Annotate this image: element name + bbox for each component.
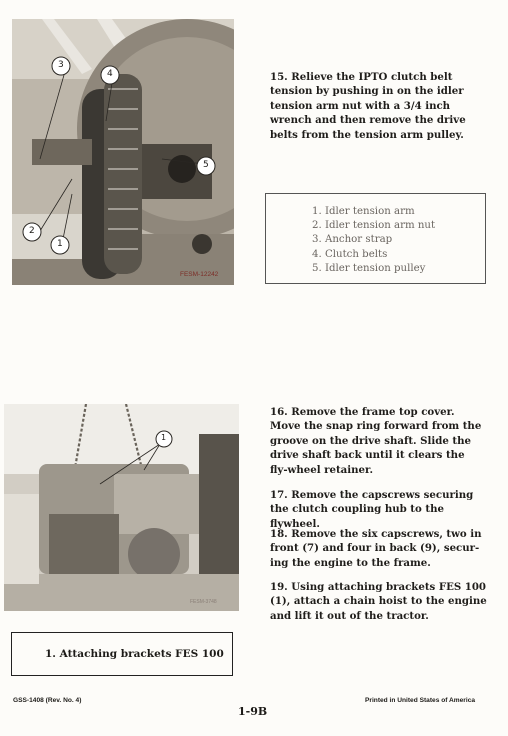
callout-4: 4: [107, 69, 113, 79]
callout-2: 2: [29, 226, 35, 236]
figure-id: FESM-12242: [180, 271, 219, 278]
legend-item: 5. Idler tension pulley: [312, 262, 426, 274]
figure-caption-box: [11, 632, 233, 676]
callout-1: 1: [161, 433, 167, 442]
step-17-text: 17. Remove the capscrews securing the clutch coupling hub to the flywheel.: [270, 489, 474, 530]
figure-caption: 1. Attaching brackets FES 100: [45, 648, 224, 660]
figure-engine-hoist-photo: [4, 404, 239, 611]
step-16-text: 16. Remove the frame top cover. Move the snap ring forward from the groove on the drive shaft. Slide the drive shaft back until it clears the fly-wheel retainer.: [270, 406, 482, 476]
legend-item: 3. Anchor strap: [312, 234, 393, 246]
legend-item: 2. Idler tension arm nut: [312, 220, 436, 232]
step-18-text: 18. Remove the six capscrews, two in front (7) and four in back (9), secur-ing the engine to the frame.: [270, 528, 482, 569]
page-number: 1-9B: [238, 705, 268, 718]
legend-item: 4. Clutch belts: [312, 248, 388, 260]
callout-3: 3: [58, 60, 64, 70]
footer-doc-id: GSS-1408 (Rev. No. 4): [13, 697, 82, 704]
footer-printed: Printed in United States of America: [365, 697, 476, 704]
callout-1: 1: [57, 239, 63, 249]
legend-box: [265, 193, 486, 284]
callout-5: 5: [203, 160, 209, 170]
step-19-text: 19. Using attaching brackets FES 100 (1), attach a chain hoist to the engine and lift it out of the tractor.: [270, 581, 487, 622]
figure-clutch-photo: [12, 19, 234, 285]
step-15-text: 15. Relieve the IPTO clutch belt tension by pushing in on the idler tension arm nut with a 3/4 inch wrench and then remove the drive belts from the tension arm pulley.: [270, 71, 466, 141]
figure-id: FESM-3748: [190, 599, 217, 605]
legend-item: 1. Idler tension arm: [312, 206, 415, 217]
